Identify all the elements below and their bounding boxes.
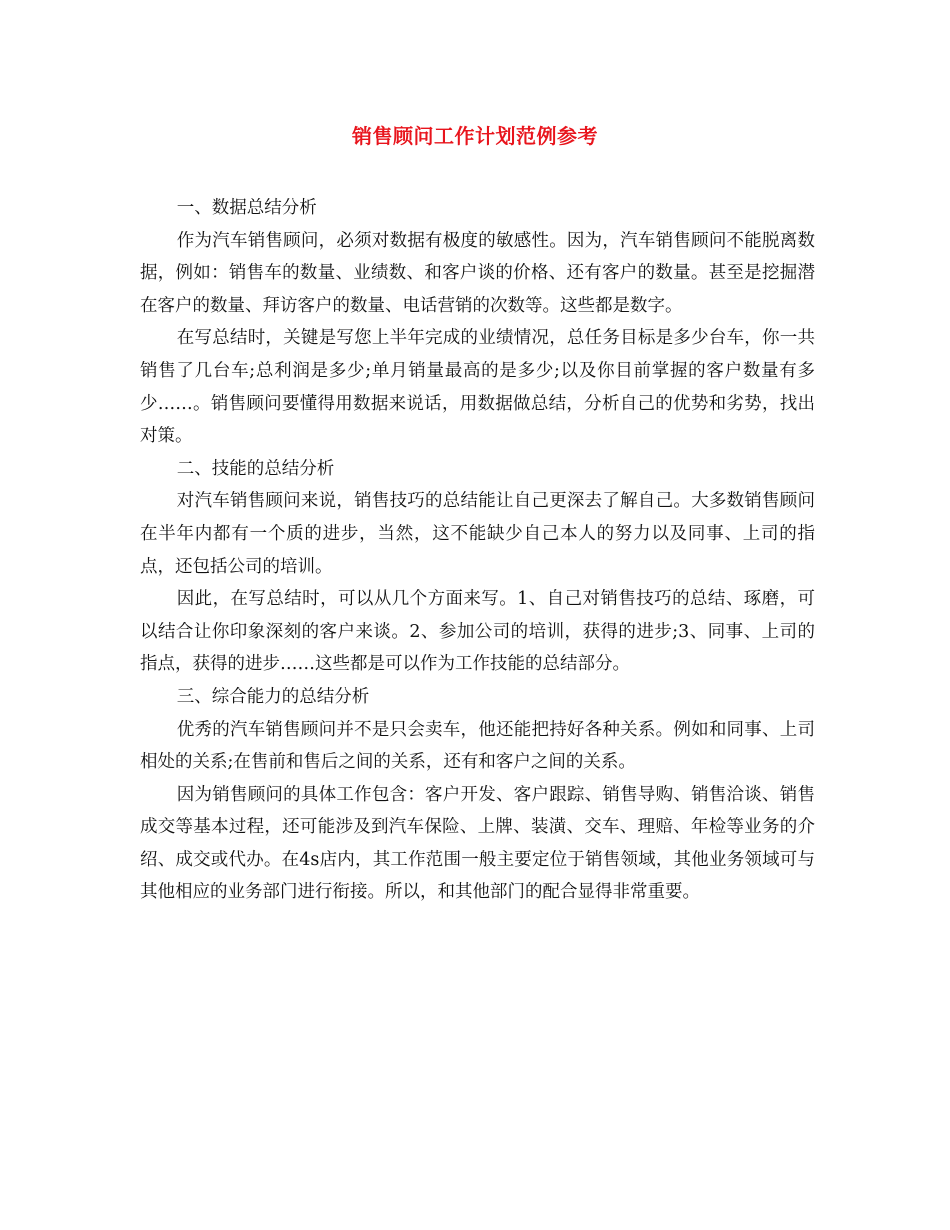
paragraph-relationships: 优秀的汽车销售顾问并不是只会卖车，他还能把持好各种关系。例如和同事、上司相处的关系;在售前和售后之间的关系，还有和客户之间的关系。 [140, 719, 815, 773]
paragraph-skills-aspects: 因此，在写总结时，可以从几个方面来写。1、自己对销售技巧的总结、琢磨，可以结合让你印象深刻的客户来谈。2、参加公司的培训，获得的进步;3、同事、上司的指点，获得的进步……这些都是可以作为工作技能的总结部分。 [140, 589, 815, 675]
paragraph-sales-skills: 对汽车销售顾问来说，销售技巧的总结能让自己更深去了解自己。大多数销售顾问在半年内都有一个质的进步，当然，这不能缺少自己本人的努力以及同事、上司的指点，还包括公司的培训。 [140, 491, 815, 577]
section-heading-data-summary: 一、数据总结分析 [176, 198, 317, 218]
paragraph-summary-writing: 在写总结时，关键是写您上半年完成的业绩情况，总任务目标是多少台车，你一共销售了几台车;总利润是多少;单月销量最高的是多少;以及你目前掌握的客户数量有多少……。销售顾问要懂得用数据来说话，用数据做总结，分析自己的优势和劣势，找出对策。 [140, 328, 815, 447]
section-heading-skills: 二、技能的总结分析 [176, 458, 335, 479]
paragraph-data-sensitivity: 作为汽车销售顾问，必须对数据有极度的敏感性。因为，汽车销售顾问不能脱离数据，例如：销售车的数量、业绩数、和客户谈的价格、还有客户的数量。甚至是挖掘潜在客户的数量、拜访客户的数量、电话营销的次数等。这些都是数字。 [140, 230, 815, 316]
section-heading-overall-ability: 三、综合能力的总结分析 [176, 686, 370, 707]
paragraph-job-scope: 因为销售顾问的具体工作包含：客户开发、客户跟踪、销售导购、销售洽谈、销售成交等基本过程，还可能涉及到汽车保险、上牌、装潢、交车、理赔、年检等业务的介绍、成交或代办。在4s店内，其工作范围一般主要定位于销售领域，其他业务领域可与其他相应的业务部门进行衔接。所以，和其他部门的配合显得非常重要。 [140, 784, 815, 903]
document-body [140, 192, 815, 909]
document-title: 销售顾问工作计划范例参考 [352, 124, 598, 148]
